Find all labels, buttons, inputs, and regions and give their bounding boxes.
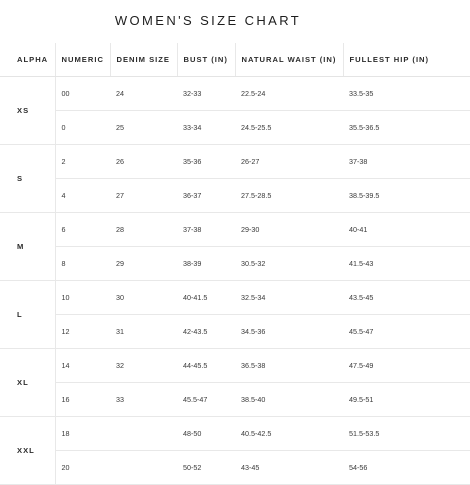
hip-cell: 43.5-45 [343, 281, 470, 315]
bust-cell: 33-34 [177, 111, 235, 145]
hip-cell: 41.5-43 [343, 247, 470, 281]
numeric-cell: 00 [55, 77, 110, 111]
denim-cell: 31 [110, 315, 177, 349]
denim-cell: 30 [110, 281, 177, 315]
waist-cell: 27.5-28.5 [235, 179, 343, 213]
bust-cell: 32-33 [177, 77, 235, 111]
waist-cell: 38.5-40 [235, 383, 343, 417]
bust-cell: 44-45.5 [177, 349, 235, 383]
hip-cell: 51.5-53.5 [343, 417, 470, 451]
alpha-cell: L [0, 281, 55, 349]
waist-cell: 34.5-36 [235, 315, 343, 349]
header-natural-waist: NATURAL WAIST (IN) [235, 43, 343, 77]
bust-cell: 38-39 [177, 247, 235, 281]
waist-cell: 22.5-24 [235, 77, 343, 111]
denim-cell: 28 [110, 213, 177, 247]
table-row [0, 111, 470, 145]
denim-cell [110, 417, 177, 451]
header-bust: BUST (IN) [177, 43, 235, 77]
numeric-cell: 14 [55, 349, 110, 383]
table-row [0, 383, 470, 417]
bust-cell: 36-37 [177, 179, 235, 213]
denim-cell: 32 [110, 349, 177, 383]
alpha-cell: XL [0, 349, 55, 417]
denim-cell: 24 [110, 77, 177, 111]
bust-cell: 42-43.5 [177, 315, 235, 349]
denim-cell: 26 [110, 145, 177, 179]
numeric-cell: 8 [55, 247, 110, 281]
hip-cell: 47.5-49 [343, 349, 470, 383]
hip-cell: 35.5-36.5 [343, 111, 470, 145]
table-row [0, 77, 470, 111]
table-row [0, 213, 470, 247]
hip-cell: 54-56 [343, 451, 470, 485]
header-numeric: NUMERIC [55, 43, 110, 77]
table-row [0, 247, 470, 281]
alpha-cell: S [0, 145, 55, 213]
hip-cell: 37-38 [343, 145, 470, 179]
hip-cell: 38.5-39.5 [343, 179, 470, 213]
numeric-cell: 0 [55, 111, 110, 145]
waist-cell: 40.5-42.5 [235, 417, 343, 451]
page-title: WOMEN'S SIZE CHART [114, 13, 302, 28]
hip-cell: 49.5-51 [343, 383, 470, 417]
denim-cell [110, 451, 177, 485]
numeric-cell: 20 [55, 451, 110, 485]
bust-cell: 40-41.5 [177, 281, 235, 315]
waist-cell: 30.5-32 [235, 247, 343, 281]
numeric-cell: 16 [55, 383, 110, 417]
denim-cell: 27 [110, 179, 177, 213]
bust-cell: 35-36 [177, 145, 235, 179]
denim-cell: 33 [110, 383, 177, 417]
numeric-cell: 2 [55, 145, 110, 179]
numeric-cell: 12 [55, 315, 110, 349]
waist-cell: 29-30 [235, 213, 343, 247]
alpha-cell: XXL [0, 417, 55, 485]
hip-cell: 40-41 [343, 213, 470, 247]
numeric-cell: 4 [55, 179, 110, 213]
header-denim-size: DENIM SIZE [110, 43, 177, 77]
table-row [0, 417, 470, 451]
bust-cell: 45.5-47 [177, 383, 235, 417]
table-row [0, 281, 470, 315]
alpha-cell: XS [0, 77, 55, 145]
alpha-cell: M [0, 213, 55, 281]
waist-cell: 26-27 [235, 145, 343, 179]
numeric-cell: 6 [55, 213, 110, 247]
hip-cell: 33.5-35 [343, 77, 470, 111]
table-row [0, 349, 470, 383]
size-chart-scroll-area[interactable] [0, 43, 430, 475]
hip-cell: 45.5-47 [343, 315, 470, 349]
bust-cell: 48-50 [177, 417, 235, 451]
numeric-cell: 10 [55, 281, 110, 315]
table-row [0, 179, 470, 213]
waist-cell: 24.5-25.5 [235, 111, 343, 145]
waist-cell: 32.5-34 [235, 281, 343, 315]
waist-cell: 43-45 [235, 451, 343, 485]
numeric-cell: 18 [55, 417, 110, 451]
header-row [0, 43, 470, 77]
denim-cell: 29 [110, 247, 177, 281]
header-fullest-hip: FULLEST HIP (IN) [343, 43, 470, 77]
bust-cell: 50-52 [177, 451, 235, 485]
bust-cell: 37-38 [177, 213, 235, 247]
table-row [0, 315, 470, 349]
header-alpha: ALPHA [0, 43, 55, 77]
size-chart-table [0, 43, 470, 485]
denim-cell: 25 [110, 111, 177, 145]
table-row [0, 145, 470, 179]
waist-cell: 36.5-38 [235, 349, 343, 383]
table-row [0, 451, 470, 485]
